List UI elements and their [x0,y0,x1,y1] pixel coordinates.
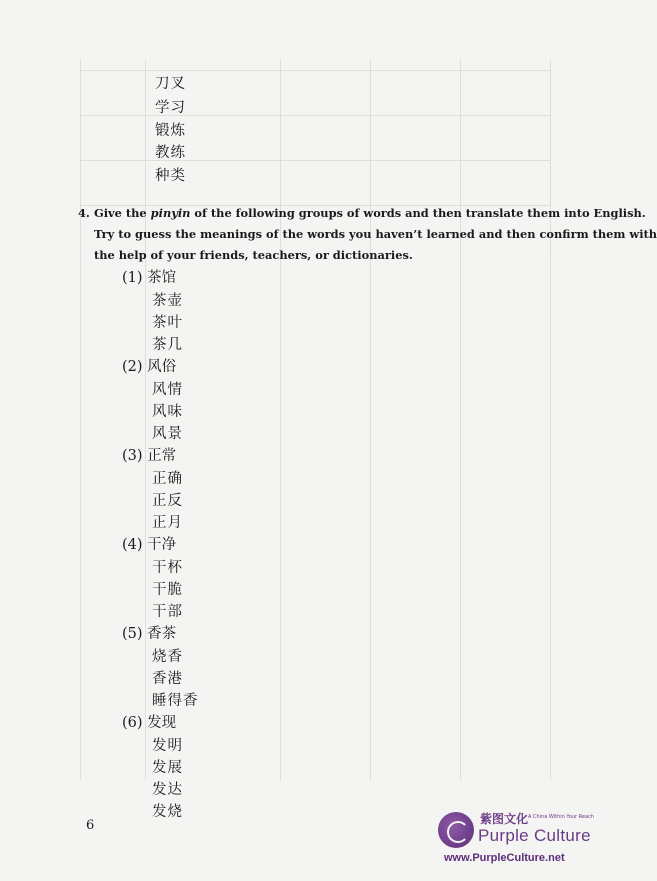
word: 锻炼 [155,123,186,139]
instruction-text: Give the pinyin of the following groups of words and then translate them into English. [94,206,646,220]
word: 干净 [147,537,177,553]
word: 茶叶 [152,315,183,331]
word: 发展 [152,760,183,776]
word: 发现 [147,715,177,731]
group-label: (6) 发现 [122,715,177,731]
group-label: (3) 正常 [122,448,177,464]
watermark-tagline: A China Within Your Reach [528,814,594,820]
exercise-number: 4. [78,206,90,220]
purple-culture-logo-icon [438,812,474,848]
word: 香茶 [147,626,177,642]
word: 正常 [147,448,177,464]
word: 香港 [152,671,183,687]
instruction-line-3: the help of your friends, teachers, or dictionaries. [94,248,413,262]
word: 正月 [152,515,183,531]
word: 种类 [155,168,186,184]
word: 茶馆 [147,270,177,286]
watermark-brand: Purple Culture [478,826,591,845]
word: 干脆 [152,582,183,598]
word: 干部 [152,604,183,620]
group-label: (4) 干净 [122,537,177,553]
watermark-chinese: 紫图文化 [480,812,529,826]
page-number: 6 [86,818,95,833]
word: 风味 [152,404,183,420]
word: 风景 [152,426,183,442]
word: 茶几 [152,337,183,353]
group-label: (1) 茶馆 [122,270,177,286]
word: 发达 [152,782,183,798]
word: 正反 [152,493,183,509]
word: 茶壶 [152,293,183,309]
group-label: (2) 风俗 [122,359,177,375]
word: 风俗 [147,359,177,375]
group-label: (5) 香茶 [122,626,177,642]
instruction-line-2: Try to guess the meanings of the words you haven’t learned and then confirm them with [94,227,657,241]
word: 学习 [155,100,186,116]
show-through-grid [80,60,550,780]
instruction-line-1 [78,203,646,224]
word: 发明 [152,738,183,754]
word: 发烧 [152,804,183,820]
exercise-instructions [78,203,657,266]
word: 睡得香 [152,693,199,709]
word: 烧香 [152,649,183,665]
word: 刀叉 [155,76,186,92]
word: 风情 [152,382,183,398]
watermark-logo [438,808,598,874]
word: 正确 [152,471,183,487]
watermark-url: www.PurpleCulture.net [444,852,565,864]
word: 干杯 [152,560,183,576]
word: 教练 [155,145,186,161]
